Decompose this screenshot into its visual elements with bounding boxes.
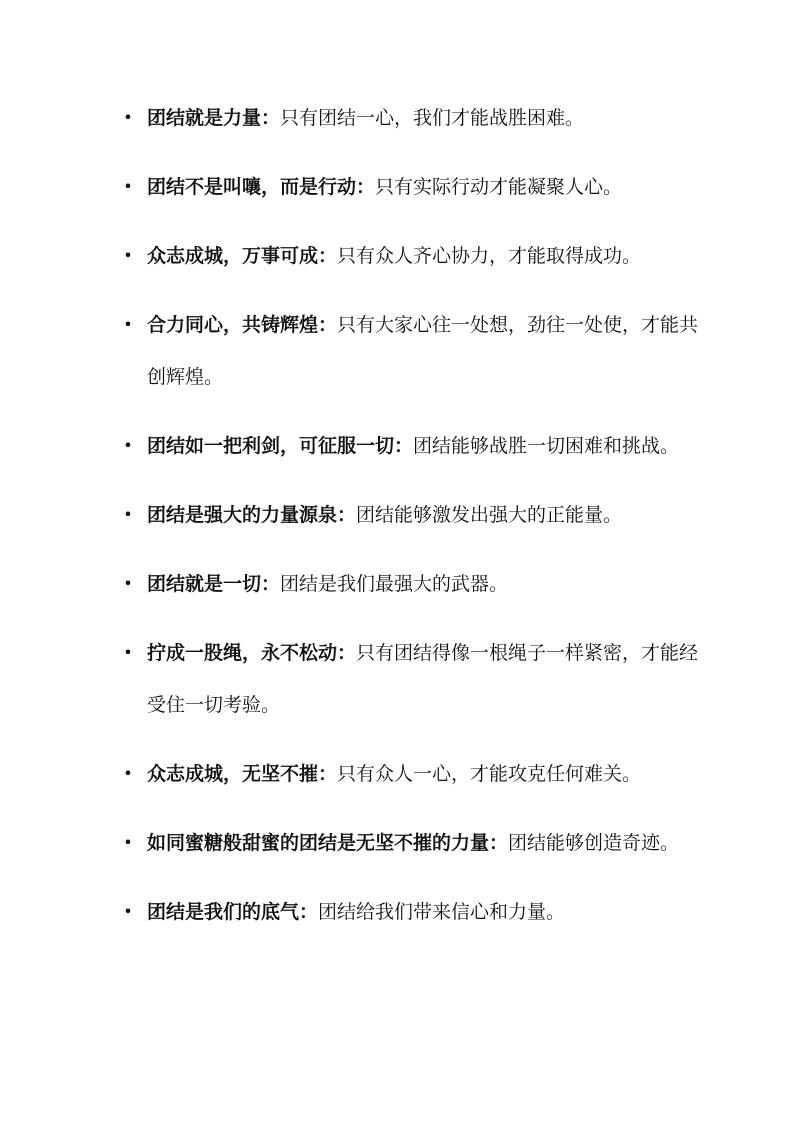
list-item bbox=[122, 230, 702, 282]
item-heading: 拧成一股绳，永不松动： bbox=[147, 642, 357, 664]
item-text: 只有团结一心，我们才能战胜困难。 bbox=[280, 107, 585, 129]
item-text: 团结能够创造奇迹。 bbox=[508, 832, 680, 854]
bullet-icon: • bbox=[123, 177, 133, 196]
list-item bbox=[122, 92, 702, 144]
item-text: 团结是我们最强大的武器。 bbox=[280, 573, 509, 595]
item-heading: 团结就是力量： bbox=[147, 107, 281, 129]
item-heading: 团结不是叫嚷，而是行动： bbox=[147, 176, 376, 198]
item-text: 团结能够激发出强大的正能量。 bbox=[356, 504, 623, 526]
item-heading: 众志成城，万事可成： bbox=[147, 245, 338, 267]
list-item bbox=[122, 886, 702, 938]
list-item bbox=[122, 161, 702, 213]
item-text: 只有大家心往一处想，劲往一处使，才能共创辉煌。 bbox=[147, 314, 699, 388]
item-heading: 团结是我们的底气： bbox=[147, 901, 319, 923]
list-item bbox=[122, 817, 702, 869]
bullet-icon: • bbox=[123, 764, 133, 783]
bullet-icon: • bbox=[123, 574, 133, 593]
list-item bbox=[122, 627, 702, 731]
item-text: 只有众人齐心协力，才能取得成功。 bbox=[337, 245, 642, 267]
bullet-icon: • bbox=[123, 436, 133, 455]
list-item bbox=[122, 558, 702, 610]
bullet-icon: • bbox=[123, 833, 133, 852]
list-item bbox=[122, 489, 702, 541]
item-heading: 如同蜜糖般甜蜜的团结是无坚不摧的力量： bbox=[147, 832, 509, 854]
list-item bbox=[122, 748, 702, 800]
item-heading: 团结就是一切： bbox=[147, 573, 281, 595]
bullet-list bbox=[122, 92, 702, 955]
item-heading: 合力同心，共铸辉煌： bbox=[147, 314, 338, 336]
item-text: 只有团结得像一根绳子一样紧密，才能经受住一切考验。 bbox=[147, 642, 699, 716]
bullet-icon: • bbox=[123, 505, 133, 524]
item-heading: 团结如一把利剑，可征服一切： bbox=[147, 435, 414, 457]
bullet-icon: • bbox=[123, 315, 133, 334]
bullet-icon: • bbox=[123, 246, 133, 265]
list-item bbox=[122, 420, 702, 472]
item-text: 只有实际行动才能凝聚人心。 bbox=[375, 176, 623, 198]
item-text: 团结能够战胜一切困难和挑战。 bbox=[413, 435, 680, 457]
item-text: 只有众人一心，才能攻克任何难关。 bbox=[337, 763, 642, 785]
item-heading: 团结是强大的力量源泉： bbox=[147, 504, 357, 526]
item-text: 团结给我们带来信心和力量。 bbox=[318, 901, 566, 923]
bullet-icon: • bbox=[123, 902, 133, 921]
item-heading: 众志成城，无坚不摧： bbox=[147, 763, 338, 785]
bullet-icon: • bbox=[123, 108, 133, 127]
list-item bbox=[122, 299, 702, 403]
bullet-icon: • bbox=[123, 643, 133, 662]
